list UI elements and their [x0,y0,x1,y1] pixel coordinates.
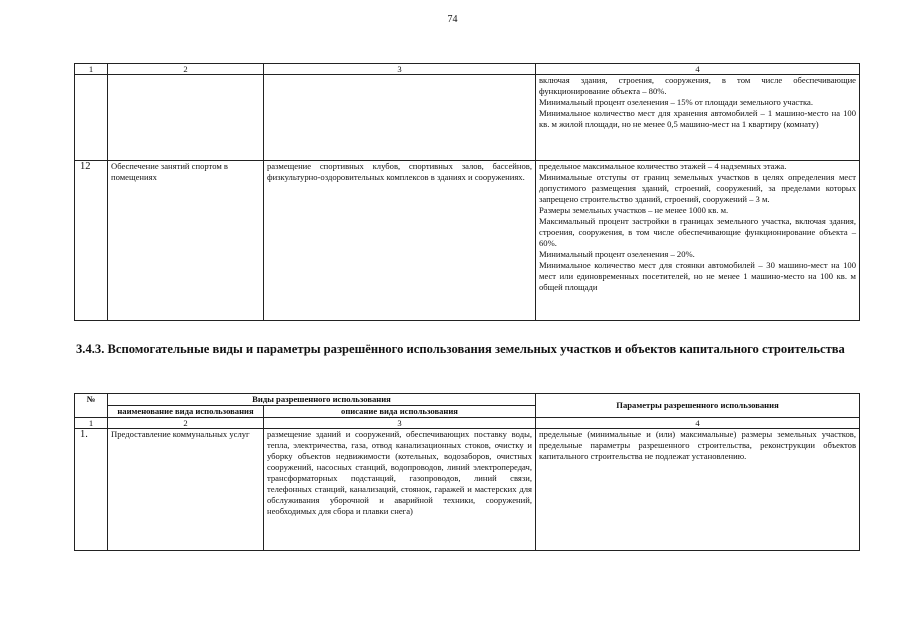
parameter-line: Минимальное количество мест для хранения автомобилей – 1 машино-место на 100 кв. м жилой площади, но не менее 0,5 машино-мест на 1 квартиру (комнату) [539,108,856,129]
use-parameters [536,161,860,321]
column-numbers-row [75,64,860,75]
parameter-line: Максимальный процент застройки в границах земельного участка, включая здания, строения, сооружения, в том числе обеспечивающие функционирование объекта – 60%. [539,216,856,248]
column-number: 3 [264,418,536,429]
column-number: 2 [108,64,264,75]
use-parameters [536,75,860,161]
parameter-line: включая здания, строения, сооружения, в том числе обеспечивающие функционирование объекта – 80%. [539,75,856,96]
parameter-line: Минимальные отступы от границ земельных участков в целях определения мест допустимого размещения зданий, строений, сооружений, за пределами которых запрещено строительство зданий, строений, сооружений – 3 м. [539,172,856,204]
use-name: Предоставление коммунальных услуг [108,429,264,551]
column-number: 2 [108,418,264,429]
parameter-line: Минимальный процент озеленения – 15% от площади земельного участка. [539,97,813,107]
row-number [75,75,108,161]
auxiliary-uses-table [74,393,860,551]
header-parameters: Параметры разрешенного использования [536,394,860,418]
parameter-line: предельное максимальное количество этажей – 4 надземных этажа. [539,161,787,171]
header-row [75,394,860,406]
page-number: 74 [447,14,458,25]
use-name: Обеспечение занятий спортом в помещениях [108,161,264,321]
table-continued [74,63,860,321]
column-numbers-row [75,418,860,429]
section-heading: 3.4.3. Вспомогательные виды и параметры разрешённого использования земельных участков и объектов капитального строительства [76,342,845,356]
parameter-line: Минимальный процент озеленения – 20%. [539,249,695,259]
header-number: № [75,394,108,418]
column-number: 4 [536,418,860,429]
column-number: 1 [75,64,108,75]
use-description: размещение зданий и сооружений, обеспечивающих поставку воды, тепла, электричества, газа, отвод канализационных стоков, очистку и уборку объектов недвижимости (котельных, водозаборов, очистных сооружений, насосных станций, водопроводов, линий электропередач, трансформаторных подстанций, газопроводов, линий связи, телефонных станций, канализаций, стоянок, гаражей и мастерских для обслуживания уборочной и аварийной техники, сооружений, необходимых для сбора и плавки снега) [264,429,536,551]
row-number: 1. [75,429,108,551]
header-name: наименование вида использования [108,406,264,418]
header-group: Виды разрешенного использования [108,394,536,406]
parameter-line: Минимальное количество мест для стоянки автомобилей – 30 машино-мест на 100 мест или единовременных посетителей, но не менее 1 машино-место на 100 кв. м общей площади [539,260,856,292]
header-description: описание вида использования [264,406,536,418]
use-description [264,75,536,161]
column-number: 4 [536,64,860,75]
table-row [75,75,860,161]
use-name [108,75,264,161]
table-row [75,161,860,321]
row-number: 12 [75,161,108,321]
column-number: 1 [75,418,108,429]
use-description: размещение спортивных клубов, спортивных залов, бассейнов, физкультурно-оздоровительных комплексов в зданиях и сооружениях. [264,161,536,321]
table-row [75,429,860,551]
parameter-line: Размеры земельных участков – не менее 1000 кв. м. [539,205,729,215]
use-parameters: предельные (минимальные и (или) максимальные) размеры земельных участков, предельные параметры разрешенного строительства, реконструкции объектов капитального строительства не подлежат установлению. [536,429,860,551]
column-number: 3 [264,64,536,75]
